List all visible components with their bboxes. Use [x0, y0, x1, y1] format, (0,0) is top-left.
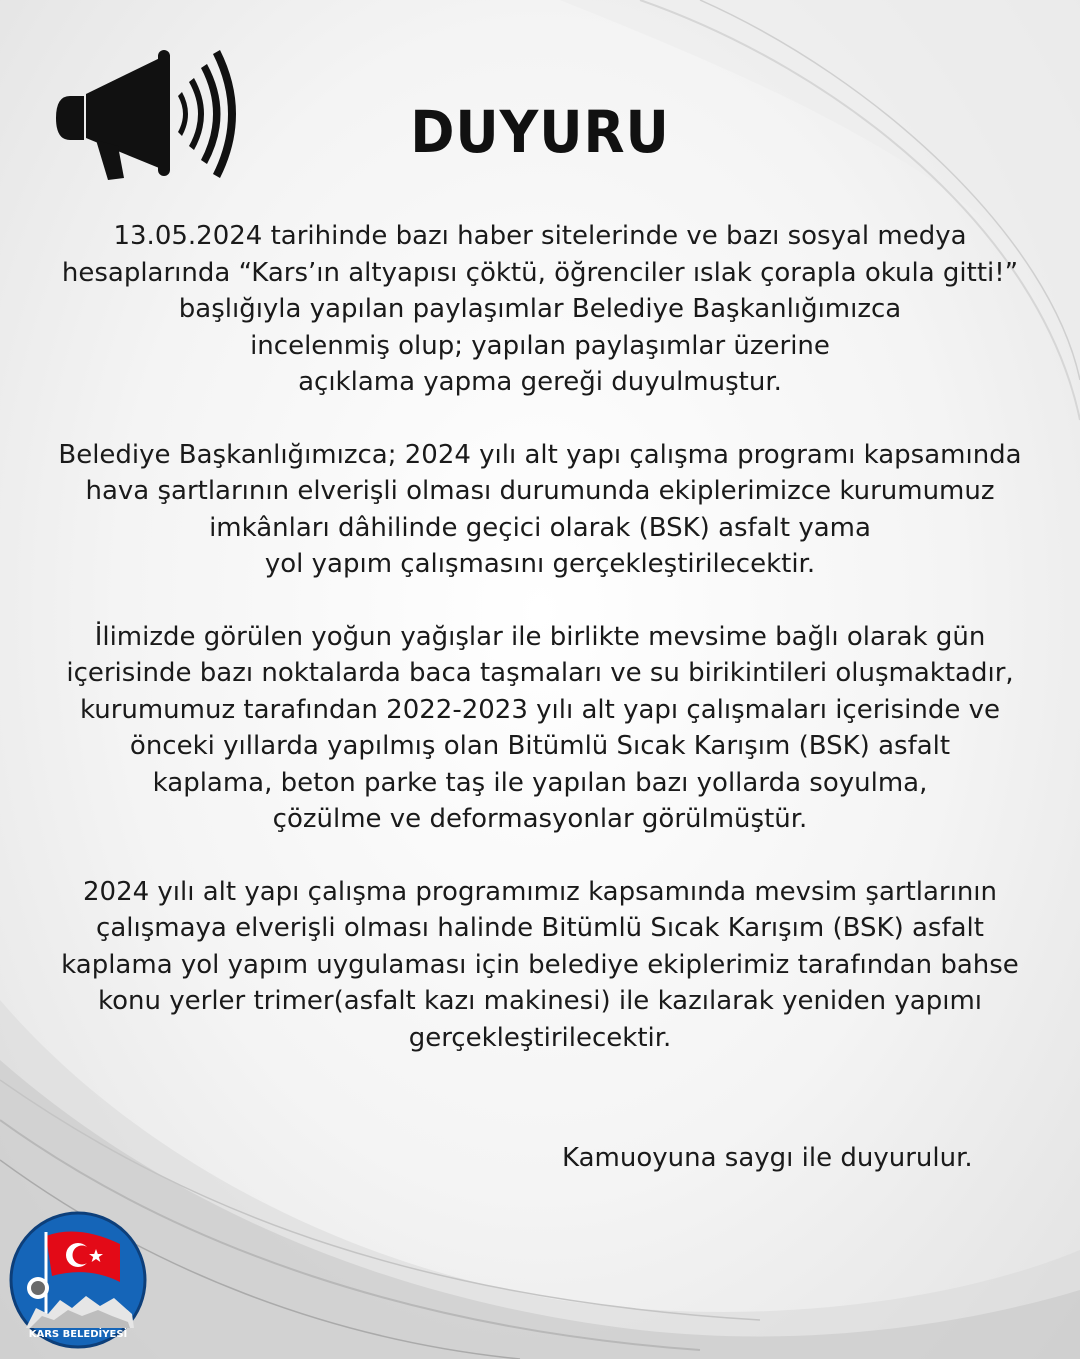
- text-line: Belediye Başkanlığımızca; 2024 yılı alt yapı çalışma programı kapsamında: [58, 439, 1022, 470]
- paragraph: [20, 437, 1060, 583]
- text-line: İlimizde görülen yoğun yağışlar ile birlikte mevsime bağlı olarak gün: [94, 621, 986, 652]
- text-line: incelenmiş olup; yapılan paylaşımlar üzerine: [250, 330, 830, 361]
- text-line: imkânları dâhilinde geçici olarak (BSK) asfalt yama: [209, 512, 871, 543]
- text-line: başlığıyla yapılan paylaşımlar Belediye Başkanlığımızca: [178, 294, 902, 324]
- text-line: yol yapım çalışmasını gerçekleştirilecektir.: [264, 549, 816, 579]
- text-line: hesaplarında “Kars’ın altyapısı çöktü, öğrenciler ıslak çorapla okula gitti!”: [61, 257, 1019, 288]
- text-line: kurumumuz tarafından 2022-2023 yılı alt yapı çalışmaları içerisinde ve: [79, 694, 1001, 725]
- text-line: çalışmaya elverişli olması halinde Bitümlü Sıcak Karışım (BSK) asfalt: [96, 913, 984, 943]
- paragraph: [20, 218, 1060, 401]
- municipality-logo-icon: [8, 1210, 148, 1350]
- text-line: 13.05.2024 tarihinde bazı haber sitelerinde ve bazı sosyal medya: [113, 221, 967, 251]
- text-line: çözülme ve deformasyonlar görülmüştür.: [272, 804, 808, 834]
- announcement-body: [20, 218, 1060, 1092]
- text-line: 2024 yılı alt yapı çalışma programımız kapsamında mevsim şartlarının: [82, 876, 998, 907]
- text-line: açıklama yapma gereği duyulmuştur.: [298, 367, 782, 397]
- closing-line: Kamuoyuna saygı ile duyurulur.: [562, 1143, 973, 1173]
- text-line: hava şartlarının elverişli olması durumunda ekiplerimizce kurumumuz: [85, 476, 995, 506]
- page-title: DUYURU: [410, 98, 670, 166]
- text-line: önceki yıllarda yapılmış olan Bitümlü Sıcak Karışım (BSK) asfalt: [129, 731, 951, 761]
- text-line: gerçekleştirilecektir.: [408, 1022, 672, 1053]
- text-line: konu yerler trimer(asfalt kazı makinesi) ile kazılarak yeniden yapımı: [97, 986, 982, 1016]
- logo-text: KARS BELEDİYESİ: [28, 1329, 128, 1340]
- text-line: içerisinde bazı noktalarda baca taşmaları ve su birikintileri oluşmaktadır,: [66, 658, 1014, 688]
- paragraph: [20, 874, 1060, 1057]
- text-line: kaplama yol yapım uygulaması için belediye ekiplerimiz tarafından bahse: [61, 949, 1019, 980]
- text-line: kaplama, beton parke taş ile yapılan bazı yollarda soyulma,: [152, 767, 928, 798]
- paragraph: [20, 619, 1060, 838]
